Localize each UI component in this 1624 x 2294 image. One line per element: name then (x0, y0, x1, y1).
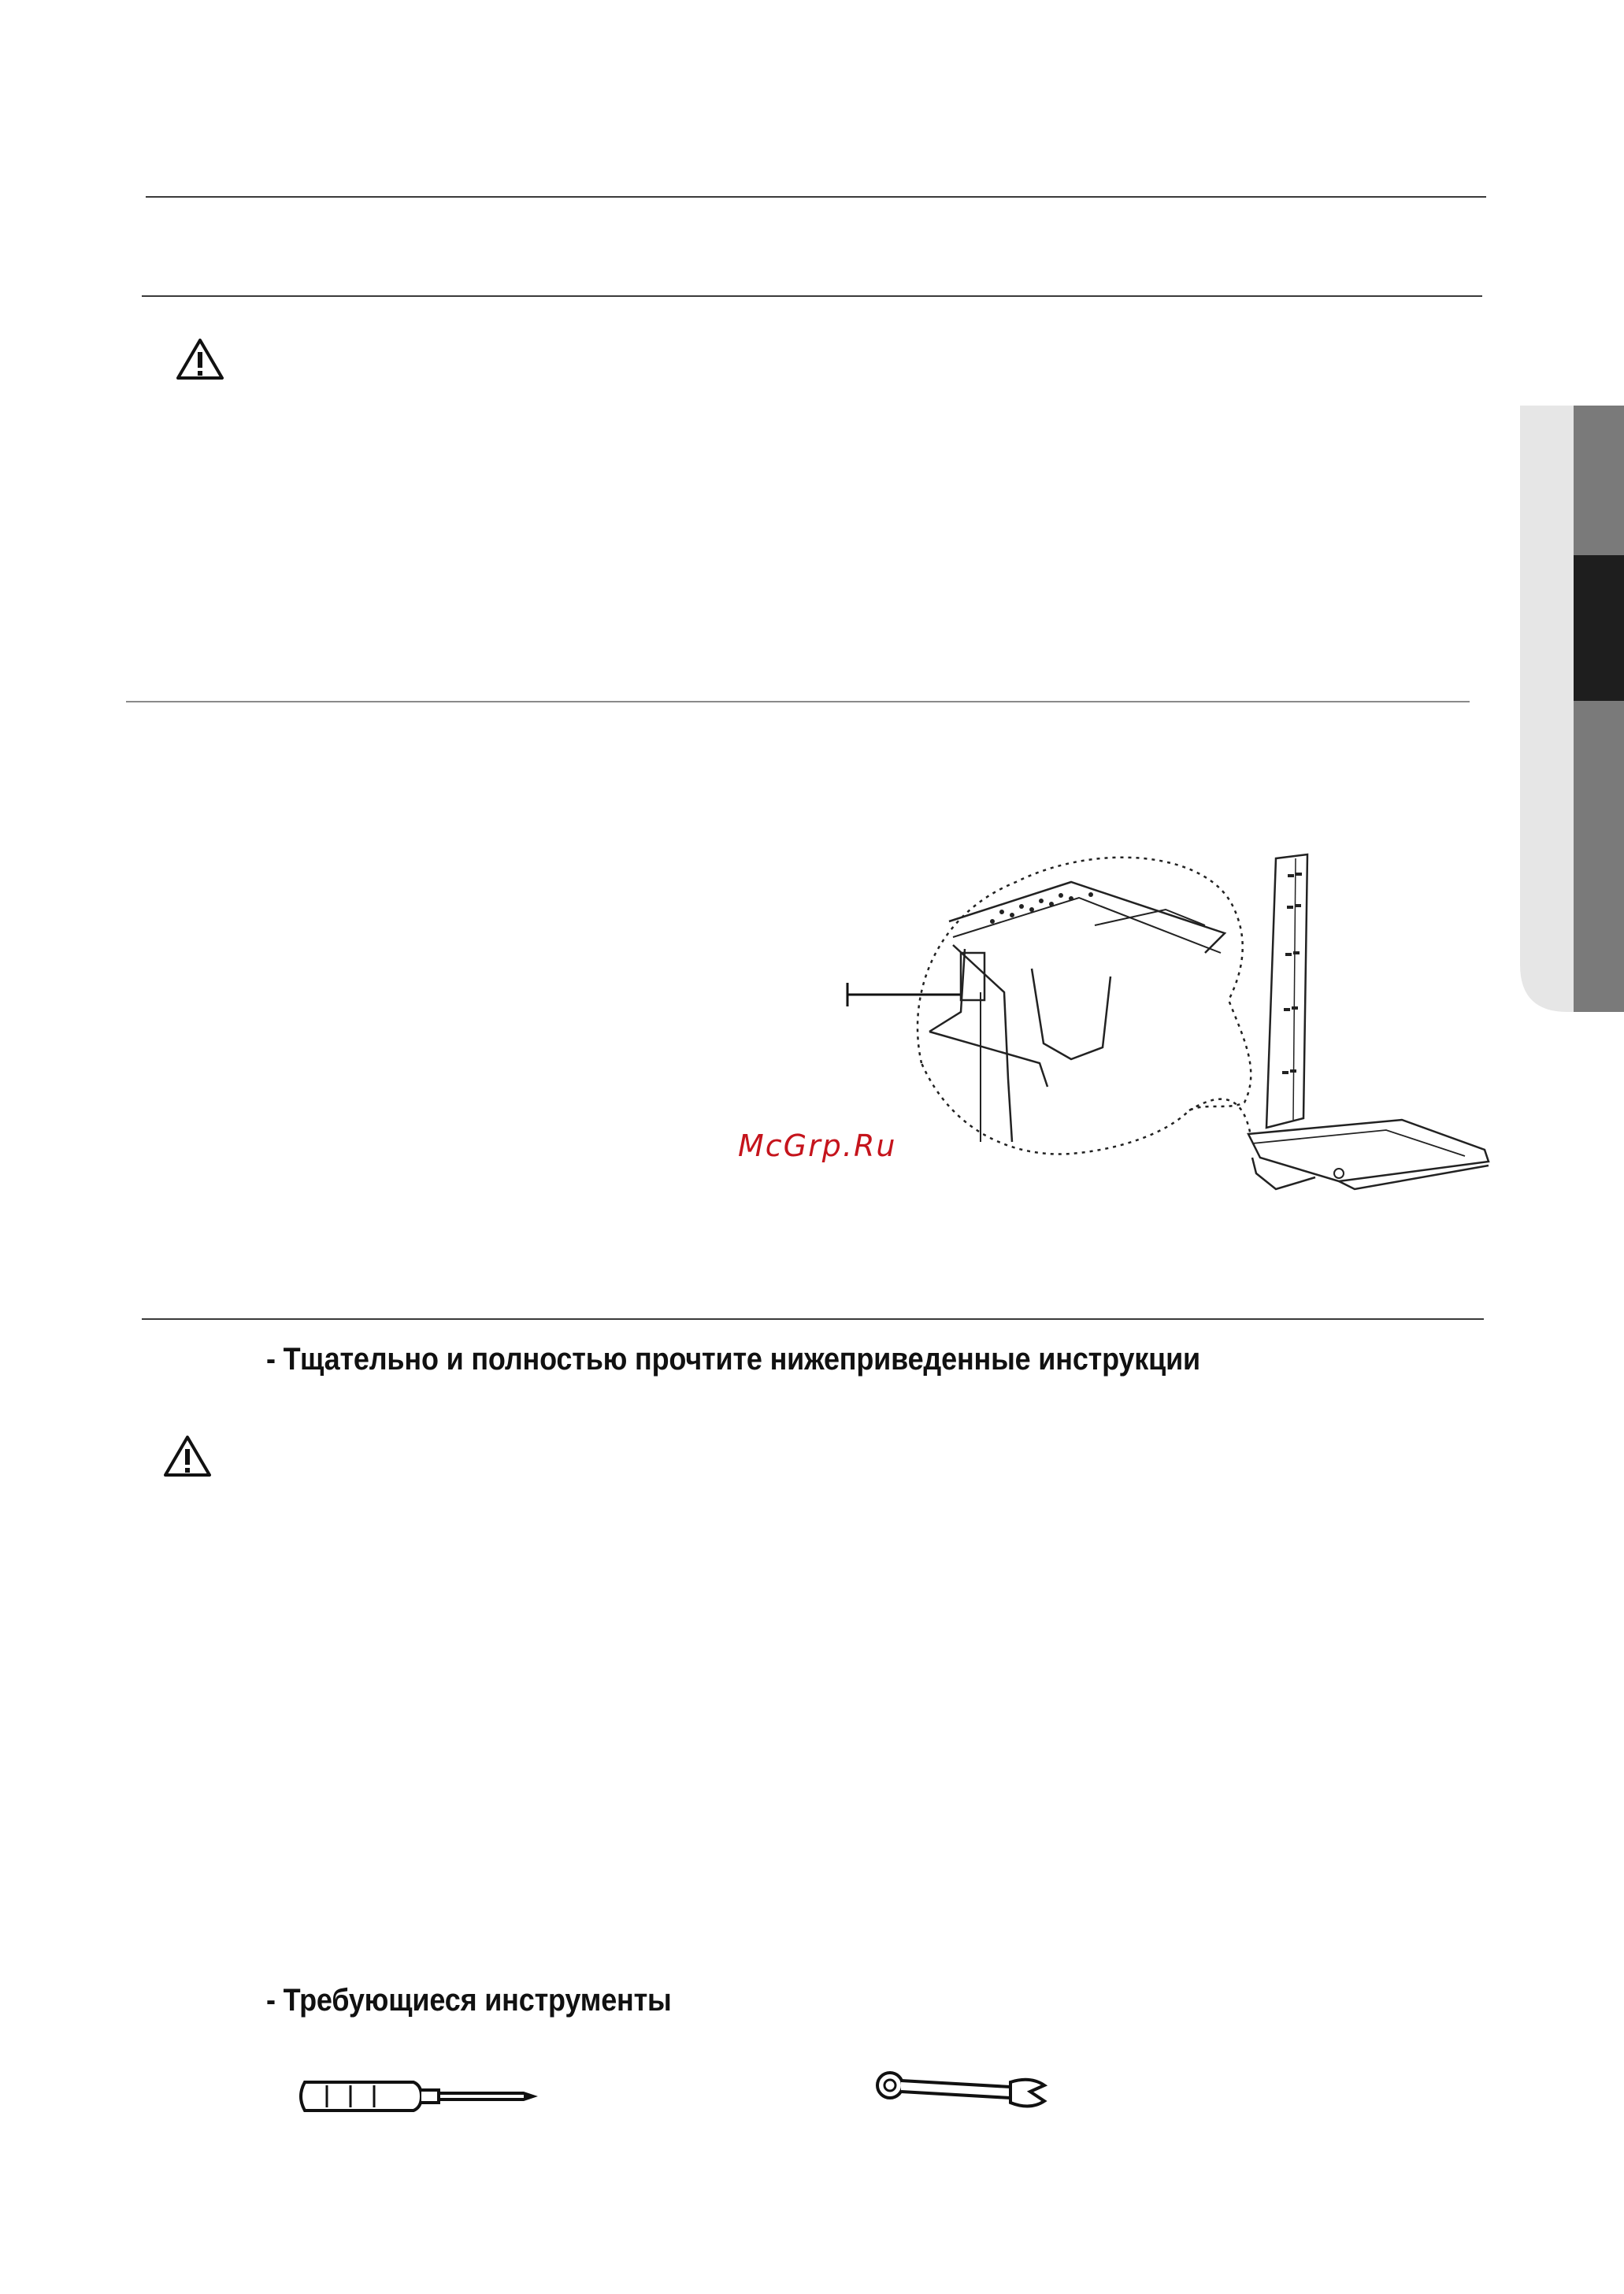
top-rule (146, 196, 1486, 198)
required-tools-heading: - Требующиеся инструменты (266, 1983, 672, 2018)
chapter-tab (1520, 406, 1624, 1012)
watermark: McGrp.Ru (738, 1128, 897, 1163)
section-rule-1 (142, 295, 1482, 297)
section-rule-3 (142, 1318, 1484, 1320)
section-rule-2 (126, 701, 1470, 702)
installation-illustration (835, 835, 1496, 1213)
phillips-screwdriver-icon (295, 2073, 547, 2120)
warning-triangle-icon (175, 337, 225, 381)
warning-triangle-icon (162, 1434, 213, 1478)
wrench-icon (873, 2063, 1054, 2118)
installation-instructions-heading: - Тщательно и полностью прочтите нижеприведенные инструкции (266, 1342, 1200, 1377)
